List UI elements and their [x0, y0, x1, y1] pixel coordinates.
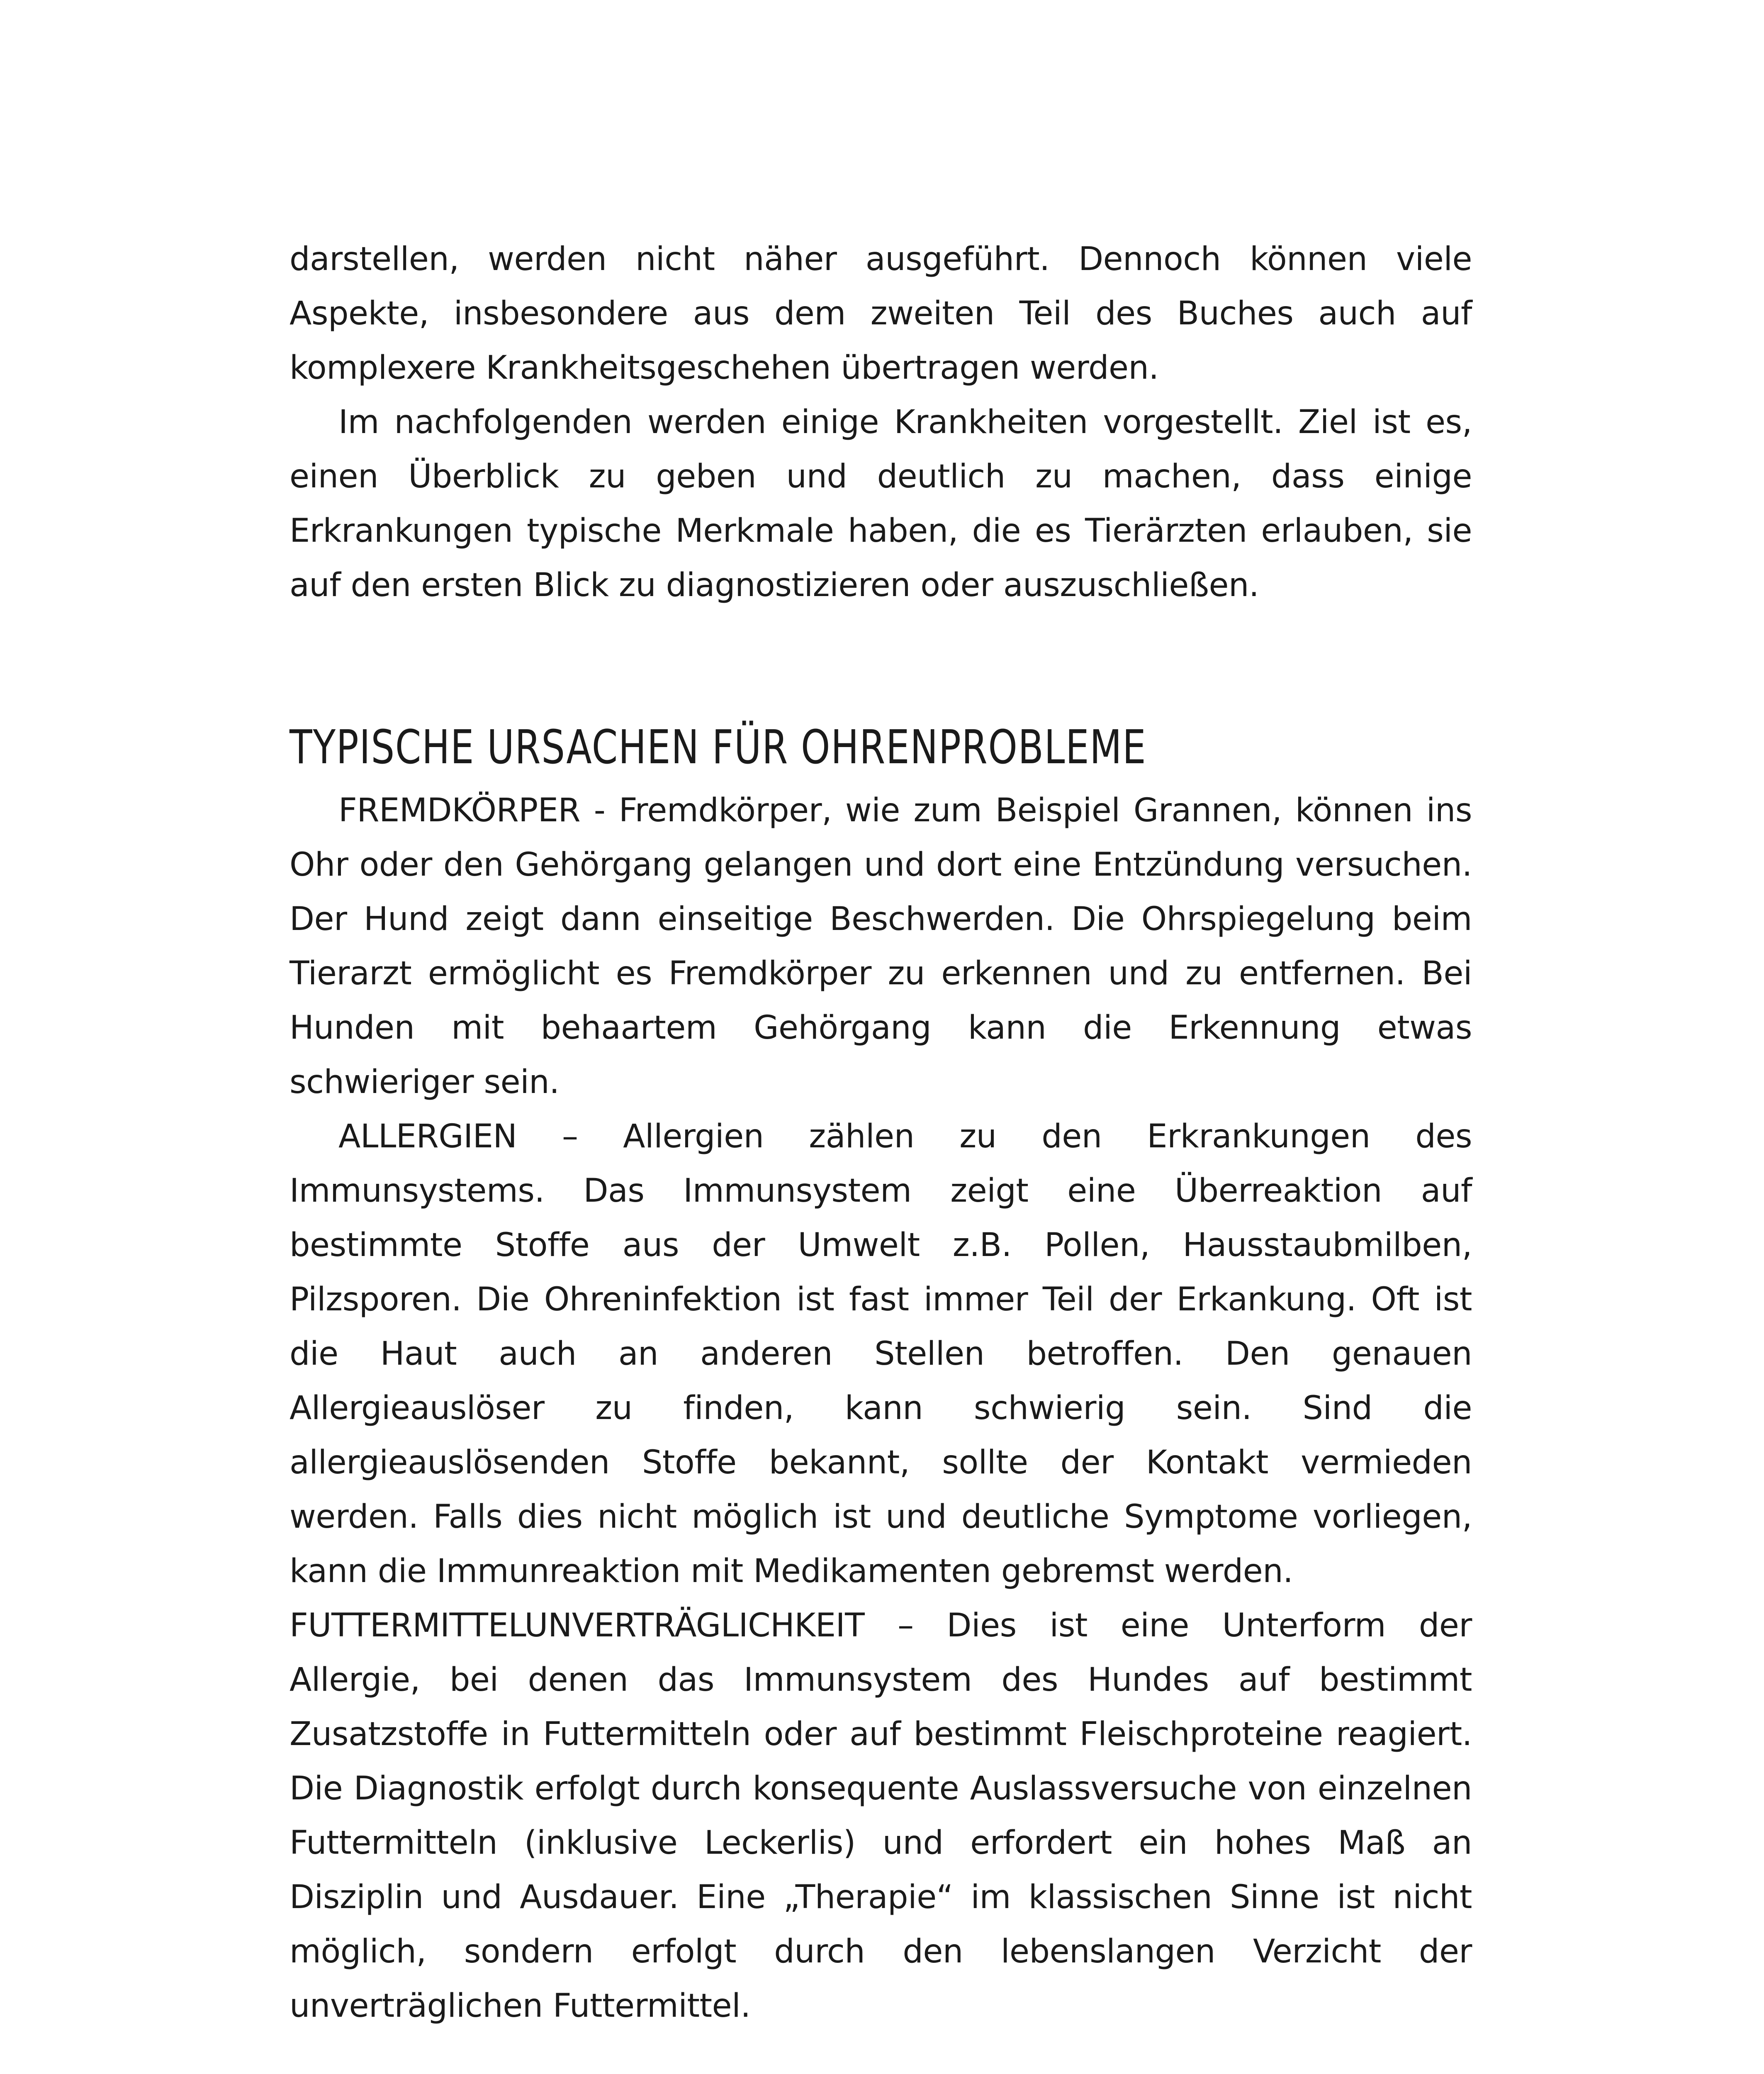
- page-content: [290, 232, 1472, 2033]
- intro-paragraph-continued: darstellen, werden nicht näher ausgeführt. Dennoch können viele Aspekte, insbesondere aus dem zweiten Teil des Buches auch auf komplexere Krankheitsgeschehen übertragen werden.: [290, 241, 1472, 387]
- intro-paragraph-overview: Im nachfolgenden werden einige Krankheiten vorgestellt. Ziel ist es, einen Überblick zu geben und deutlich zu machen, dass einige Erkrankungen typische Merkmale haben, die es Tierärzten erlauben, sie auf den ersten Blick zu diagnostizieren oder auszuschließen.: [290, 404, 1472, 604]
- section-heading: TYPISCHE URSACHEN FÜR OHRENPROBLEME: [290, 721, 1147, 774]
- section-spacer: [290, 613, 1472, 716]
- heading-spacer: [290, 779, 1472, 784]
- paragraph-futtermittelunvertraeglichkeit: FUTTERMITTELUNVERTRÄGLICHKEIT – Dies ist eine Unterform der Allergie, bei denen das Immunsystem des Hundes auf bestimmt Zusatzstoffe in Futtermitteln oder auf bestimmt Fleischproteine reagiert. Die Diagnostik erfolgt durch konsequente Auslassversuche von einzelnen Futtermitteln (inklusive Leckerlis) und erfordert ein hohes Maß an Disziplin und Ausdauer. Eine „Therapie“ im klassischen Sinne ist nicht möglich, sondern erfolgt durch den lebenslangen Verzicht der unverträglichen Futtermittel.: [290, 1607, 1472, 2025]
- paragraph-allergien: ALLERGIEN – Allergien zählen zu den Erkrankungen des Immunsystems. Das Immunsystem zeigt eine Überreaktion auf bestimmte Stoffe aus der Umwelt z.B. Pollen, Hausstaubmilben, Pilzsporen. Die Ohreninfektion ist fast immer Teil der Erkankung. Oft ist die Haut auch an anderen Stellen betroffen. Den genauen Allergieauslöser zu finden, kann schwierig sein. Sind die allergieauslösenden Stoffe bekannt, sollte der Kontakt vermieden werden. Falls dies nicht möglich ist und deutliche Symptome vorliegen, kann die Immunreaktion mit Medikamenten gebremst werden.: [290, 1118, 1472, 1590]
- paragraph-fremdkoerper: FREMDKÖRPER - Fremdkörper, wie zum Beispiel Grannen, können ins Ohr oder den Gehörgang gelangen und dort eine Entzündung versuchen. Der Hund zeigt dann einseitige Beschwerden. Die Ohrspiegelung beim Tierarzt ermöglicht es Fremdkörper zu erkennen und zu entfernen. Bei Hunden mit behaartem Gehörgang kann die Erkennung etwas schwieriger sein.: [290, 792, 1472, 1101]
